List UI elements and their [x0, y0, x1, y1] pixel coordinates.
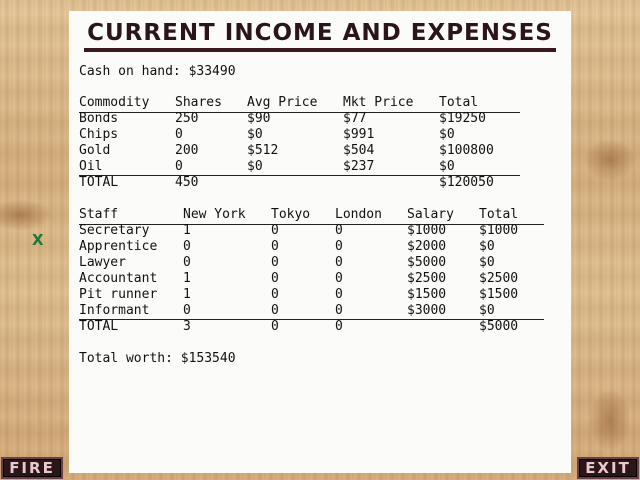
- staff-total: $1500: [479, 287, 519, 302]
- staff-total-rule: [79, 319, 544, 320]
- staff-london: 0: [335, 255, 343, 270]
- commodity-shares: 200: [175, 143, 199, 158]
- commodity-shares: 0: [175, 127, 183, 142]
- staff-salary: $2000: [407, 239, 447, 254]
- title-underline: [84, 48, 556, 52]
- total-new-york: 3: [183, 319, 191, 334]
- commodity-shares: 250: [175, 111, 199, 126]
- staff-new-york: 1: [183, 223, 191, 238]
- staff-role: Lawyer: [79, 255, 126, 270]
- staff-tokyo: 0: [271, 255, 279, 270]
- side-marker: X: [32, 231, 44, 249]
- commodity-shares: 0: [175, 159, 183, 174]
- commodity-total: $100800: [439, 143, 494, 158]
- staff-total: $0: [479, 255, 495, 270]
- total-label: TOTAL: [79, 175, 119, 190]
- staff-total: $0: [479, 303, 495, 318]
- staff-new-york: 0: [183, 303, 191, 318]
- col-header-london: London: [335, 207, 382, 222]
- col-header-staff: Staff: [79, 207, 119, 222]
- exit-button[interactable]: EXIT: [577, 457, 639, 479]
- staff-salary: $1500: [407, 287, 447, 302]
- total-cost: $5000: [479, 319, 519, 334]
- commodity-mkt-price: $504: [343, 143, 375, 158]
- fire-button[interactable]: FIRE: [1, 457, 63, 479]
- commodity-mkt-price: $237: [343, 159, 375, 174]
- total-value: $120050: [439, 175, 494, 190]
- staff-london: 0: [335, 223, 343, 238]
- staff-tokyo: 0: [271, 223, 279, 238]
- col-header-salary: Salary: [407, 207, 454, 222]
- staff-role: Pit runner: [79, 287, 158, 302]
- commodity-mkt-price: $991: [343, 127, 375, 142]
- cash-on-hand: Cash on hand: $33490: [79, 64, 236, 79]
- staff-new-york: 0: [183, 255, 191, 270]
- staff-salary: $2500: [407, 271, 447, 286]
- total-shares: 450: [175, 175, 199, 190]
- commodity-avg-price: $0: [247, 159, 263, 174]
- col-header-total: Total: [479, 207, 519, 222]
- total-label: TOTAL: [79, 319, 119, 334]
- staff-role: Apprentice: [79, 239, 158, 254]
- col-header-commodity: Commodity: [79, 95, 150, 110]
- col-header-tokyo: Tokyo: [271, 207, 311, 222]
- staff-tokyo: 0: [271, 239, 279, 254]
- total-worth: Total worth: $153540: [79, 351, 236, 366]
- staff-tokyo: 0: [271, 271, 279, 286]
- commodity-mkt-price: $77: [343, 111, 367, 126]
- commodity-avg-price: $512: [247, 143, 279, 158]
- staff-new-york: 1: [183, 271, 191, 286]
- staff-role: Secretary: [79, 223, 150, 238]
- commodity-total: $19250: [439, 111, 486, 126]
- staff-role: Accountant: [79, 271, 158, 286]
- staff-new-york: 1: [183, 287, 191, 302]
- staff-total: $0: [479, 239, 495, 254]
- commodity-name: Oil: [79, 159, 103, 174]
- report-sheet: [69, 11, 571, 473]
- staff-new-york: 0: [183, 239, 191, 254]
- staff-london: 0: [335, 287, 343, 302]
- col-header-total: Total: [439, 95, 479, 110]
- commodity-total: $0: [439, 159, 455, 174]
- commodity-name: Chips: [79, 127, 119, 142]
- staff-tokyo: 0: [271, 303, 279, 318]
- staff-role: Informant: [79, 303, 150, 318]
- commodity-avg-price: $90: [247, 111, 271, 126]
- commodity-name: Bonds: [79, 111, 119, 126]
- staff-london: 0: [335, 303, 343, 318]
- commodity-total: $0: [439, 127, 455, 142]
- col-header-mkt-price: Mkt Price: [343, 95, 414, 110]
- total-tokyo: 0: [271, 319, 279, 334]
- col-header-new-york: New York: [183, 207, 246, 222]
- total-london: 0: [335, 319, 343, 334]
- staff-salary: $3000: [407, 303, 447, 318]
- staff-salary: $1000: [407, 223, 447, 238]
- staff-tokyo: 0: [271, 287, 279, 302]
- staff-total: $2500: [479, 271, 519, 286]
- page-title: CURRENT INCOME AND EXPENSES: [87, 20, 553, 46]
- staff-salary: $5000: [407, 255, 447, 270]
- commodity-name: Gold: [79, 143, 111, 158]
- staff-total: $1000: [479, 223, 519, 238]
- staff-london: 0: [335, 239, 343, 254]
- col-header-shares: Shares: [175, 95, 222, 110]
- commodity-avg-price: $0: [247, 127, 263, 142]
- staff-london: 0: [335, 271, 343, 286]
- col-header-avg-price: Avg Price: [247, 95, 318, 110]
